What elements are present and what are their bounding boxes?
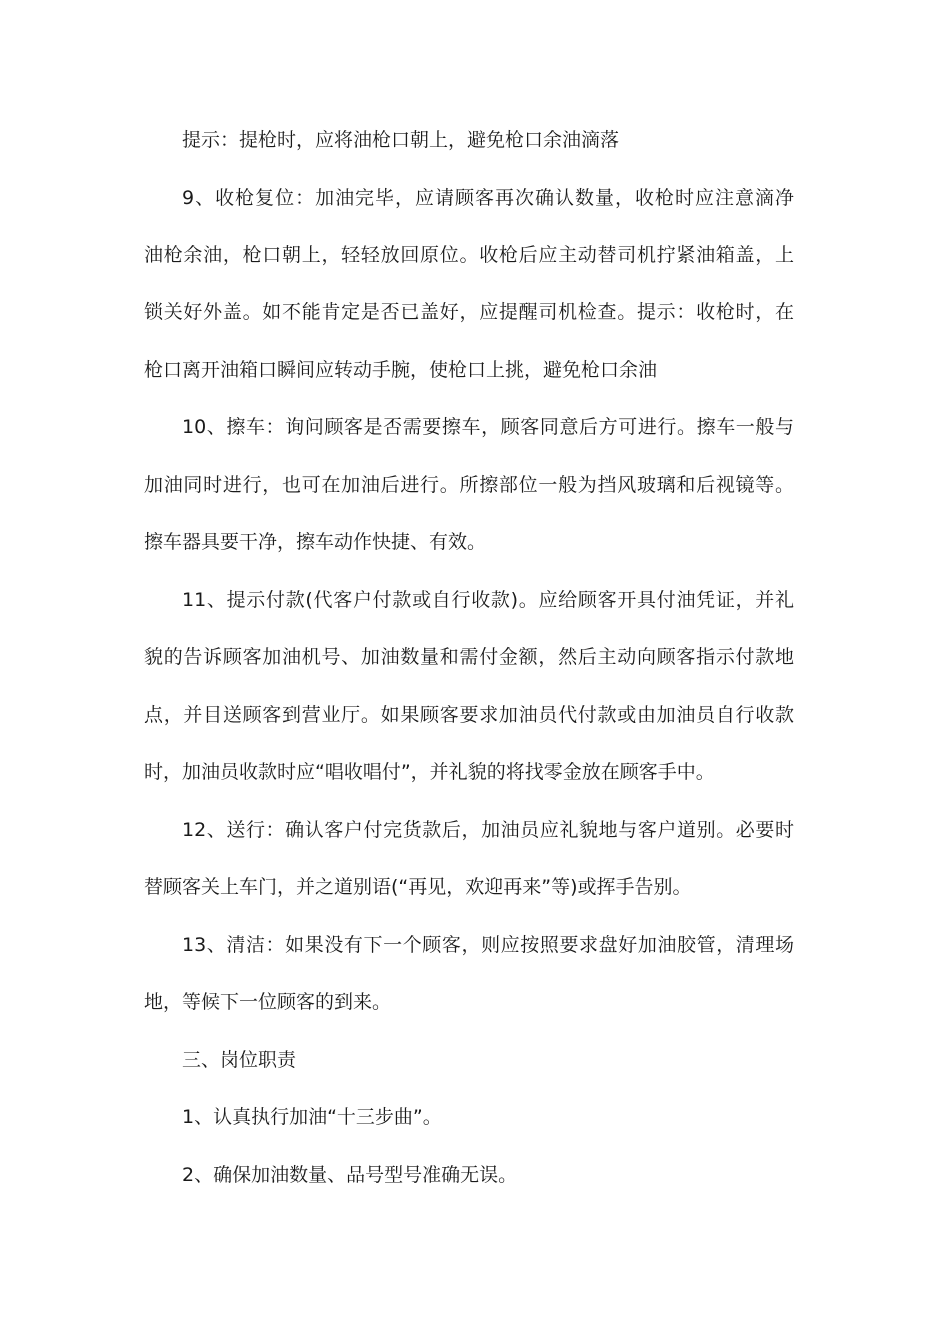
text-line: 时，加油员收款时应“唱收唱付”，并礼貌的将找零金放在顾客手中。 <box>144 761 715 783</box>
text-line: 12、送行：确认客户付完货款后，加油员应礼貌地与客户道别。必要时 <box>182 819 794 841</box>
text-line: 锁关好外盖。如不能肯定是否已盖好，应提醒司机检查。提示：收枪时，在 <box>144 301 794 323</box>
text-line: 点，并目送顾客到营业厅。如果顾客要求加油员代付款或由加油员自行收款 <box>144 704 794 726</box>
text-line: 10、擦车：询问顾客是否需要擦车，顾客同意后方可进行。擦车一般与 <box>182 416 794 438</box>
text-line: 11、提示付款(代客户付款或自行收款)。应给顾客开具付油凭证，并礼 <box>182 589 794 611</box>
text-line: 2、确保加油数量、品号型号准确无误。 <box>182 1164 518 1186</box>
section-heading: 三、岗位职责 <box>182 1049 297 1071</box>
text-line: 枪口离开油箱口瞬间应转动手腕，使枪口上挑，避免枪口余油 <box>144 359 658 381</box>
text-line: 地，等候下一位顾客的到来。 <box>144 991 392 1013</box>
text-line: 擦车器具要干净，擦车动作快捷、有效。 <box>144 531 487 553</box>
text-line: 13、清洁：如果没有下一个顾客，则应按照要求盘好加油胶管，清理场 <box>182 934 794 956</box>
text-line: 貌的告诉顾客加油机号、加油数量和需付金额，然后主动向顾客指示付款地 <box>144 646 794 668</box>
text-line: 油枪余油，枪口朝上，轻轻放回原位。收枪后应主动替司机拧紧油箱盖，上 <box>144 244 794 266</box>
text-line: 提示：提枪时，应将油枪口朝上，避免枪口余油滴落 <box>182 129 620 151</box>
text-line: 替顾客关上车门，并之道别语(“再见，欢迎再来”等)或挥手告别。 <box>144 876 692 898</box>
text-line: 加油同时进行，也可在加油后进行。所擦部位一般为挡风玻璃和后视镜等。 <box>144 474 794 496</box>
text-line: 9、收枪复位：加油完毕，应请顾客再次确认数量，收枪时应注意滴净 <box>182 187 794 209</box>
text-line: 1、认真执行加油“十三步曲”。 <box>182 1106 442 1128</box>
